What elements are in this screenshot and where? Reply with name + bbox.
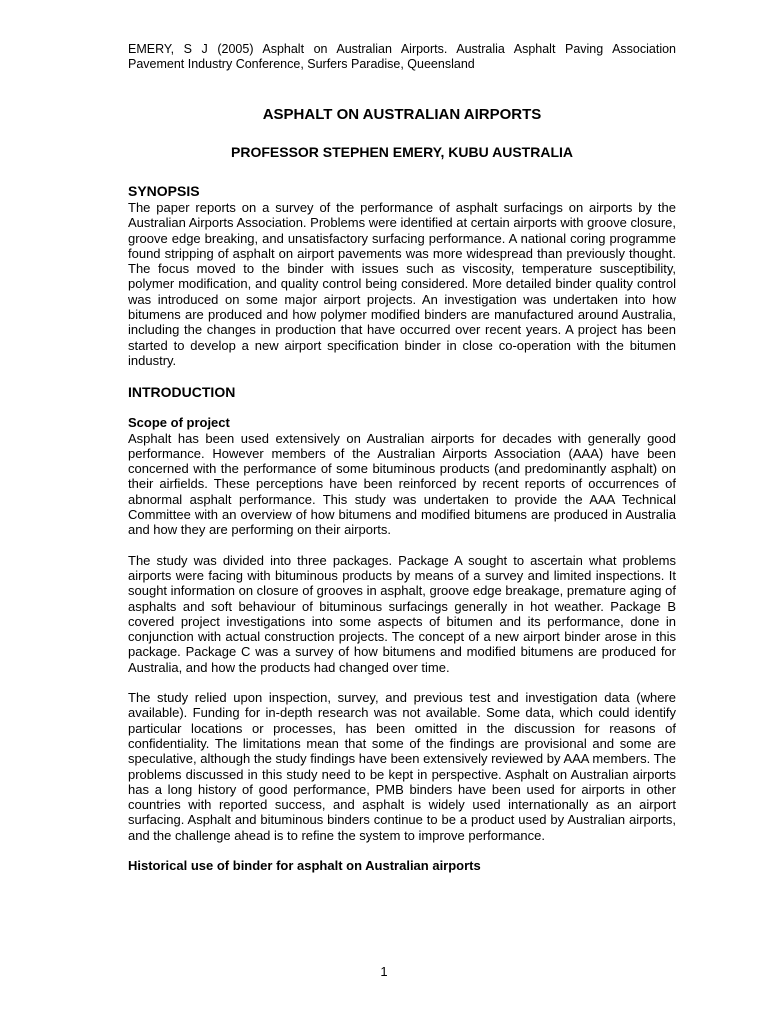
intro-paragraph-3: The study relied upon inspection, survey, and previous test and investigation data (where available). Funding for in-depth research was not available. Some data, which could identify particular locations or processes, has been omitted in the discussion for reasons of confidentiality. The limitations mean that some of the findings are provisional and some are speculative, although the study findings have been extensively reviewed by AAA members. The problems discussed in this study need to be kept in perspective. Asphalt on Australian airports has a long history of good performance, PMB binders have been used for airports in other countries with reported success, and asphalt is widely used internationally as an airport surfacing. Asphalt and bituminous binders continue to be a product used by Australian airports, and the challenge ahead is to refine the system to improve performance. — [128, 690, 676, 843]
paper-title: ASPHALT ON AUSTRALIAN AIRPORTS — [262, 106, 542, 123]
citation-header-line-1: EMERY, S J (2005) Asphalt on Australian Airports. Australia Asphalt Paving Association — [128, 42, 676, 56]
intro-paragraph-1: Asphalt has been used extensively on Australian airports for decades with generally good performance. However members of the Australian Airports Association (AAA) have been concerned with the performance of some bituminous products (and predominantly asphalt) on their airfields. These perceptions have been reinforced by recent reports of occurrences of abnormal asphalt performance. This study was undertaken to provide the AAA Technical Committee with an overview of how bitumens and modified bitumens are produced in Australia and how they are performing on their airports. — [128, 430, 676, 538]
paper-author: PROFESSOR STEPHEN EMERY, KUBU AUSTRALIA — [231, 144, 573, 160]
synopsis-heading: SYNOPSIS — [128, 183, 200, 199]
citation-header-line-2: Pavement Industry Conference, Surfers Paradise, Queensland — [128, 57, 475, 71]
synopsis-paragraph: The paper reports on a survey of the performance of asphalt surfacings on airports by the Australian Airports Association. Problems were identified at certain airports with groove closure, groove edge breaking, and unsatisfactory surfacing performance. A national coring programme found stripping of asphalt on airport pavements was more widespread than previously thought. The focus moved to the binder with issues such as viscosity, temperature susceptibility, polymer modification, and quality control being considered. More detailed binder quality control was introduced on some major airport projects. An investigation was undertaken into how bitumens are produced and how polymer modified binders are manufactured around Australia, including the changes in production that have occurred over recent years. A project has been started to develop a new airport specification binder in close co-operation with the bitumen industry. — [128, 200, 676, 368]
page-number: 1 — [380, 964, 388, 979]
intro-paragraph-2: The study was divided into three packages. Package A sought to ascertain what problems airports were facing with bituminous products by means of a survey and limited inspections. It sought information on closure of grooves in asphalt, groove edge breakage, premature aging of asphalts and soft behaviour of bituminous surfacings generally in hot weather. Package B covered project investigations into some aspects of bitumen and its performance, done in conjunction with actual construction projects. The concept of a new airport binder arose in this package. Package C was a survey of how bitumens and modified bitumens are produced for Australia, and how the products had changed over time. — [128, 552, 676, 675]
historical-use-heading: Historical use of binder for asphalt on Australian airports — [128, 857, 481, 873]
scope-of-project-heading: Scope of project — [128, 415, 230, 431]
introduction-heading: INTRODUCTION — [128, 384, 236, 401]
document-page — [128, 42, 676, 873]
